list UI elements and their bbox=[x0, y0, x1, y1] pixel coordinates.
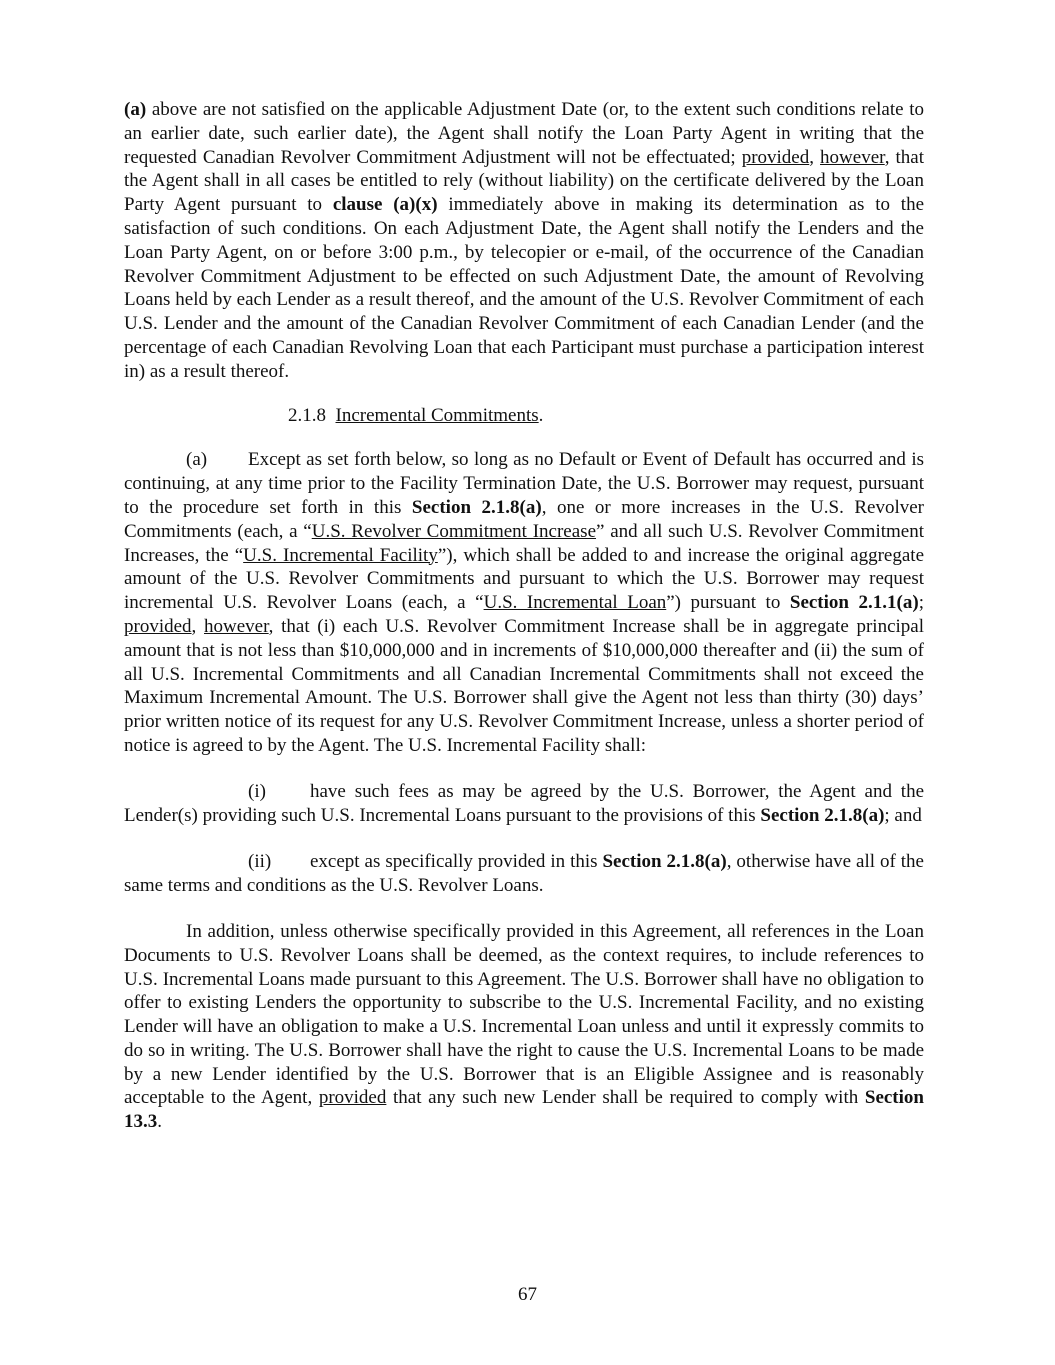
document-page bbox=[124, 98, 924, 1134]
section-reference: Section 2.1.1(a) bbox=[789, 592, 919, 614]
paragraph-in-addition bbox=[124, 920, 924, 1134]
defined-term-provided: provided bbox=[741, 146, 810, 168]
paragraph-text: , that the Agent shall in all cases be entitled to rely (without liability) on the certificate delivered by the Loan Party Agent pursuant to bbox=[124, 146, 925, 216]
defined-term-provided: provided bbox=[124, 615, 192, 637]
punctuation: , bbox=[809, 146, 821, 168]
paragraph-text: , that (i) each U.S. Revolver Commitment Increase shall be in aggregate principal amount that is not less than $10,000,000 and in increments of $10,000,000 thereafter and (ii) the sum of all U.S. Incremental Commitments and all Canadian Incremental Commitments shall not exceed the Maximum Incremental Amount. The U.S. Borrower shall give the Agent not less than thirty (30) days’ prior written notice of its request for any U.S. Revolver Commitment Increase, unless a shorter period of notice is agreed to by the Agent. The U.S. Incremental Facility shall: bbox=[124, 615, 924, 756]
section-reference: Section 13.3 bbox=[124, 1087, 924, 1133]
paragraph-text: Except as set forth below, so long as no Default or Event of Default has occurred and is continuing, at any time prior to the Facility Termination Date, the U.S. Borrower may request, pursuant to the procedure set forth in this bbox=[124, 449, 924, 518]
defined-term-however: however bbox=[204, 615, 269, 637]
item-text: , otherwise have all of the same terms and conditions as the U.S. Revolver Loans. bbox=[124, 851, 924, 897]
section-number: 2.1.8 bbox=[288, 404, 326, 426]
punctuation: . bbox=[157, 1111, 162, 1133]
item-text: ; and bbox=[884, 804, 922, 826]
paragraph-text: ” and all such U.S. Revolver Commitment Increases, the “ bbox=[124, 520, 924, 566]
paragraph-label: (a) bbox=[186, 449, 208, 471]
section-reference: Section 2.1.8(a) bbox=[760, 804, 885, 826]
paragraph-a bbox=[124, 448, 924, 757]
defined-term-however: however bbox=[820, 146, 885, 168]
paragraph-text: ”), which shall be added to and increase the original aggregate amount of the U.S. Revolver Commitments and pursuant to which the U.S. Borrower may request incremental U.S. Revolver Loans (each, a “ bbox=[124, 544, 925, 614]
paragraph-text: In addition, unless otherwise specifically provided in this Agreement, all references in the Loan Documents to U.S. Revolver Loans shall be deemed, as the context requires, to include references to U.S. Incremental Loans made pursuant to this Agreement. The U.S. Borrower shall have no obligation to offer to existing Lenders the opportunity to subscribe to the U.S. Incremental Facility, and no existing Lender will have an obligation to make a U.S. Incremental Loan unless and until it expressly commits to do so in writing. The U.S. Borrower shall have the right to cause the U.S. Incremental Loans to be made by a new Lender identified by the U.S. Borrower that is an Eligible Assignee and is reasonably acceptable to the Agent, bbox=[124, 920, 924, 1109]
subparagraph-ii bbox=[124, 850, 924, 898]
paragraph-conditions-not-satisfied bbox=[124, 98, 924, 384]
item-text: except as specifically provided in this bbox=[310, 851, 603, 873]
paragraph-text: immediately above in making its determination as to the satisfaction of such conditions. On each Adjustment Date, the Agent shall notify the Lenders and the Loan Party Agent, on or before 3:00 p.m., by telecopier or e-mail, of the occurrence of the Canadian Revolver Commitment Adjustment to be effected on such Adjustment Date, the amount of Revolving Loans held by each Lender as a result thereof, and the amount of the U.S. Revolver Commitment of each U.S. Lender and the amount of the Canadian Revolver Commitment of each Canadian Lender (and the percentage of each Canadian Revolving Loan that each Participant must purchase a participation interest in) as a result thereof. bbox=[124, 194, 924, 382]
section-heading bbox=[288, 404, 924, 428]
section-reference: Section 2.1.8(a) bbox=[411, 496, 542, 518]
punctuation: , bbox=[191, 615, 204, 637]
subparagraph-i bbox=[124, 780, 924, 828]
page-number: 67 bbox=[518, 1284, 537, 1305]
defined-term: U.S. Incremental Loan bbox=[483, 592, 667, 614]
paragraph-text: above are not satisfied on the applicable Adjustment Date (or, to the extent such conditions relate to an earlier date, such earlier date), the Agent shall notify the Loan Party Agent in writing that the requested Canadian Revolver Commitment Adjustment will not be effectuated; bbox=[124, 99, 924, 168]
punctuation: . bbox=[538, 404, 544, 426]
section-reference: Section 2.1.8(a) bbox=[602, 851, 727, 873]
paragraph-text: , one or more increases in the U.S. Revolver Commitments (each, a “ bbox=[124, 496, 925, 542]
defined-term: U.S. Revolver Commitment Increase bbox=[311, 520, 597, 542]
defined-term-provided: provided bbox=[318, 1087, 387, 1109]
item-label: (i) bbox=[248, 780, 266, 802]
clause-reference: clause (a)(x) bbox=[332, 194, 438, 216]
defined-term: U.S. Incremental Facility bbox=[243, 544, 438, 566]
punctuation: ; bbox=[918, 592, 924, 614]
item-text: have such fees as may be agreed by the U.S. Borrower, the Agent and the Lender(s) providing such U.S. Incremental Loans pursuant to the provisions of this bbox=[124, 780, 924, 826]
paragraph-text: that any such new Lender shall be required to comply with bbox=[386, 1087, 865, 1109]
paragraph-text: ”) pursuant to bbox=[666, 592, 790, 614]
item-label: (ii) bbox=[248, 851, 272, 873]
section-title: Incremental Commitments bbox=[335, 404, 539, 426]
clause-reference: (a) bbox=[124, 99, 147, 120]
